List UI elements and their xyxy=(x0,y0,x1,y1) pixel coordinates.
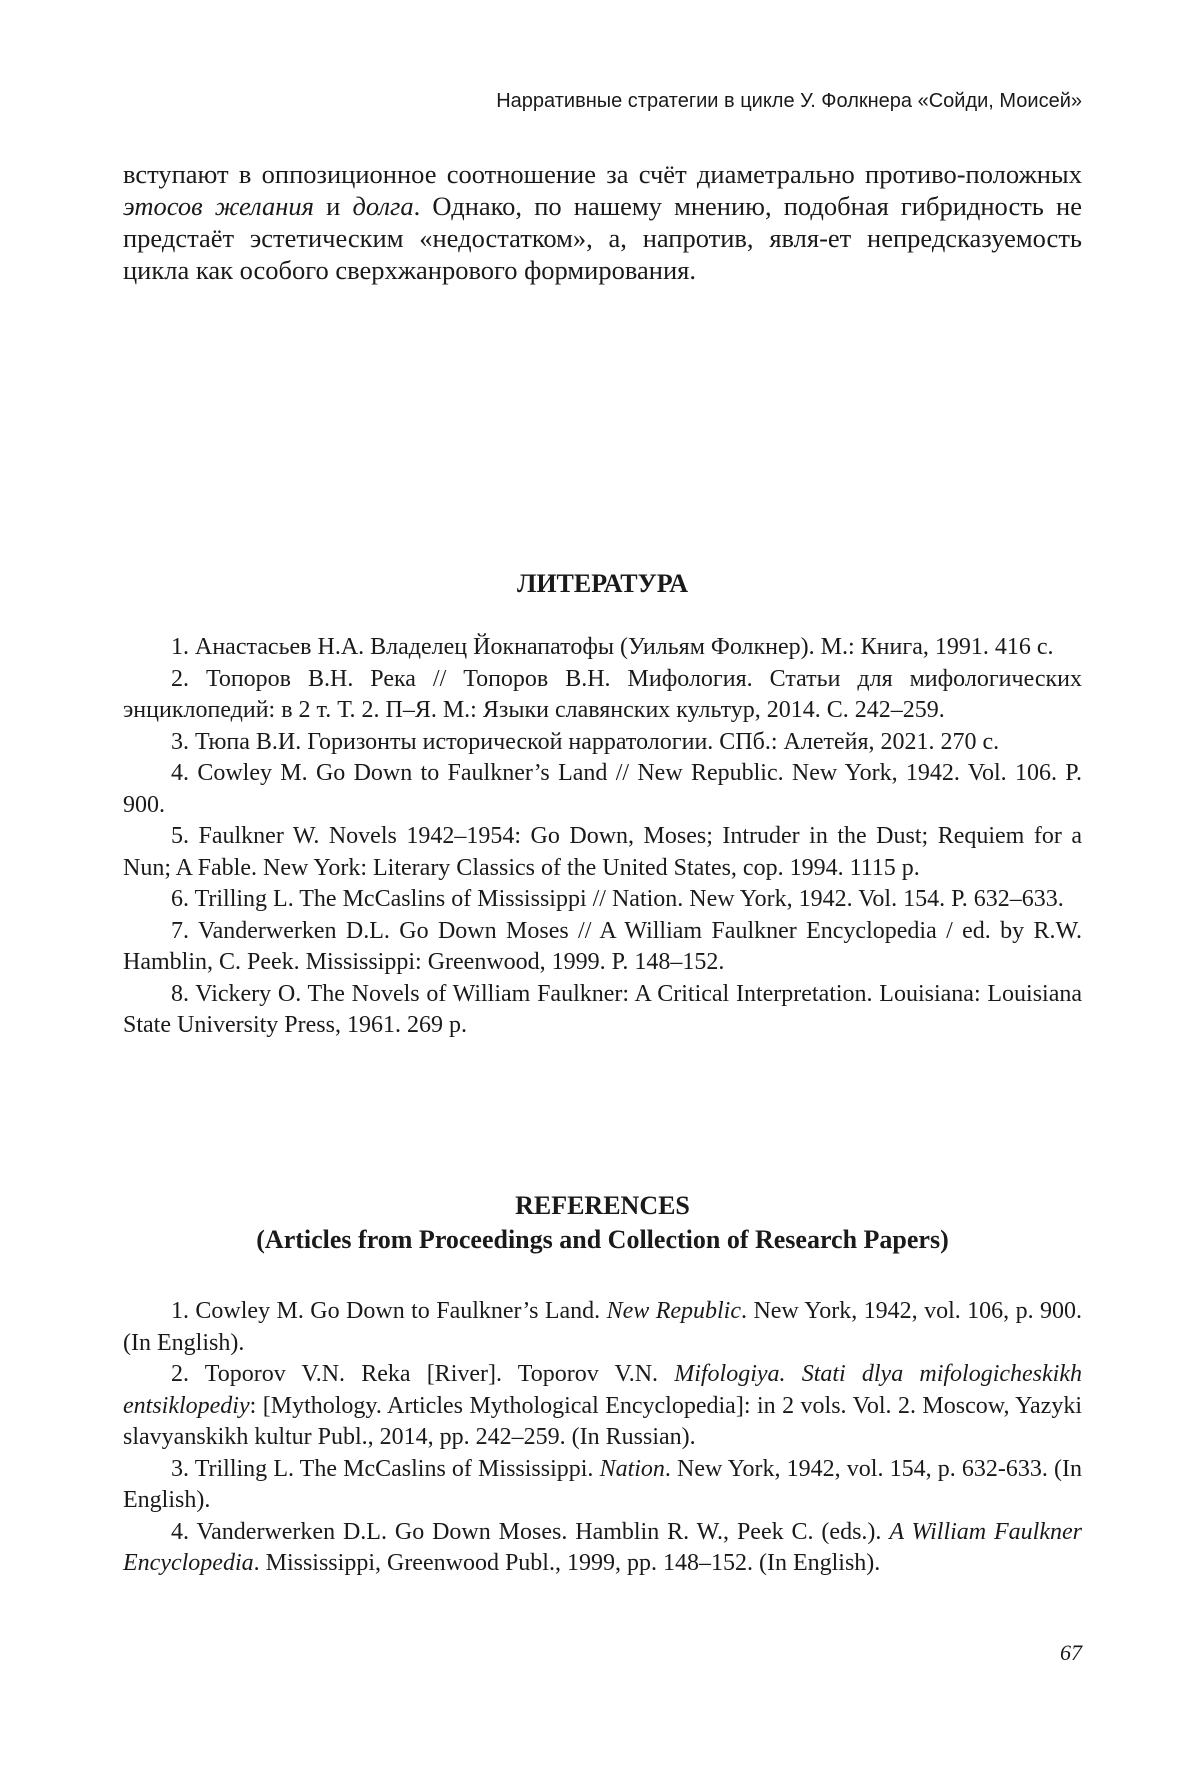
reference-item xyxy=(123,1359,1082,1454)
reference-item xyxy=(123,1296,1082,1359)
literature-item: 6. Trilling L. The McCaslins of Mississippi // Nation. New York, 1942. Vol. 154. P. 632–633. xyxy=(171,886,1064,912)
reference-italic-title: A William Faulkner Encyclopedia xyxy=(123,1518,1082,1576)
references-subheading: (Articles from Proceedings and Collection of Research Papers) xyxy=(256,1225,949,1254)
literature-item: 8. Vickery O. The Novels of William Faulkner: A Critical Interpretation. Louisiana: Louisiana State University Press, 1961. 269 p. xyxy=(123,980,1082,1038)
literature-item: 1. Анастасьев Н.А. Владелец Йокнапатофы (Уильям Фолкнер). М.: Книга, 1991. 416 с. xyxy=(171,634,1054,660)
reference-text: . New York, 1942, vol. 106, p. 900. (In English). xyxy=(123,1298,1083,1356)
body-text-part: вступают в оппозиционное соотношение за счёт диаметрально противо-положных xyxy=(123,159,1082,189)
reference-italic-title: Nation xyxy=(599,1455,665,1482)
literature-item: 4. Cowley M. Go Down to Faulkner’s Land // New Republic. New York, 1942. Vol. 106. P. 900. xyxy=(123,760,1082,818)
reference-text: : [Mythology. Articles Mythological Encyclopedia]: in 2 vols. Vol. 2. Moscow, Yazyki slavyanskikh kultur Publ., 2014, pp. 242–259. (In Russian). xyxy=(123,1392,1082,1450)
reference-item xyxy=(123,1454,1082,1517)
literature-item: 2. Топоров В.Н. Река // Топоров В.Н. Мифология. Статьи для мифологических энциклопедий: в 2 т. Т. 2. П–Я. М.: Языки славянских культур, 2014. С. 242–259. xyxy=(123,665,1082,723)
references-heading: REFERENCES xyxy=(515,1191,690,1220)
reference-text: 4. Vanderwerken D.L. Go Down Moses. Hamblin R. W., Peek C. (eds.). xyxy=(171,1518,890,1545)
literature-list xyxy=(123,632,1082,1042)
reference-item xyxy=(123,1517,1082,1580)
running-header: Нарративные стратегии в цикле У. Фолкнера «Сойди, Моисей» xyxy=(496,90,1082,112)
page-number: 67 xyxy=(1060,1640,1082,1665)
reference-text: 3. Trilling L. The McCaslins of Mississippi. xyxy=(171,1455,600,1482)
literature-heading: ЛИТЕРАТУРА xyxy=(516,569,689,598)
reference-text: 1. Cowley M. Go Down to Faulkner’s Land. xyxy=(171,1298,607,1324)
reference-italic-title: New Republic xyxy=(606,1298,742,1324)
body-text-part: и xyxy=(313,191,353,221)
references-list xyxy=(123,1296,1082,1580)
body-italic-term: долга xyxy=(352,191,414,221)
page xyxy=(123,0,1082,1784)
reference-italic-title: Mifologiya. Stati dlya mifologicheskikh entsiklopediy xyxy=(123,1361,1082,1419)
body-paragraph xyxy=(123,158,1082,286)
body-italic-term: этосов желания xyxy=(123,191,314,221)
body-text-part: . Однако, по нашему мнению, подобная гибридность не предстаёт эстетическим «недостатком», а, напротив, явля-ет непредсказуемость цикла как особого сверхжанрового формирования. xyxy=(123,191,1083,285)
literature-item: 3. Тюпа В.И. Горизонты исторической нарратологии. СПб.: Алетейя, 2021. 270 с. xyxy=(171,728,1000,755)
literature-item: 5. Faulkner W. Novels 1942–1954: Go Down, Moses; Intruder in the Dust; Requiem for a Nun; A Fable. New York: Literary Classics of the United States, cop. 1994. 1115 p. xyxy=(123,823,1082,881)
reference-text: . Mississippi, Greenwood Publ., 1999, pp. 148–152. (In English). xyxy=(253,1550,881,1576)
literature-item: 7. Vanderwerken D.L. Go Down Moses // A William Faulkner Encyclopedia / ed. by R.W. Hamblin, C. Peek. Mississippi: Greenwood, 1999. P. 148–152. xyxy=(123,917,1082,975)
reference-text: 2. Toporov V.N. Reka [River]. Toporov V.N. xyxy=(171,1361,675,1387)
reference-text: . New York, 1942, vol. 154, p. 632-633. (In English). xyxy=(123,1455,1082,1513)
